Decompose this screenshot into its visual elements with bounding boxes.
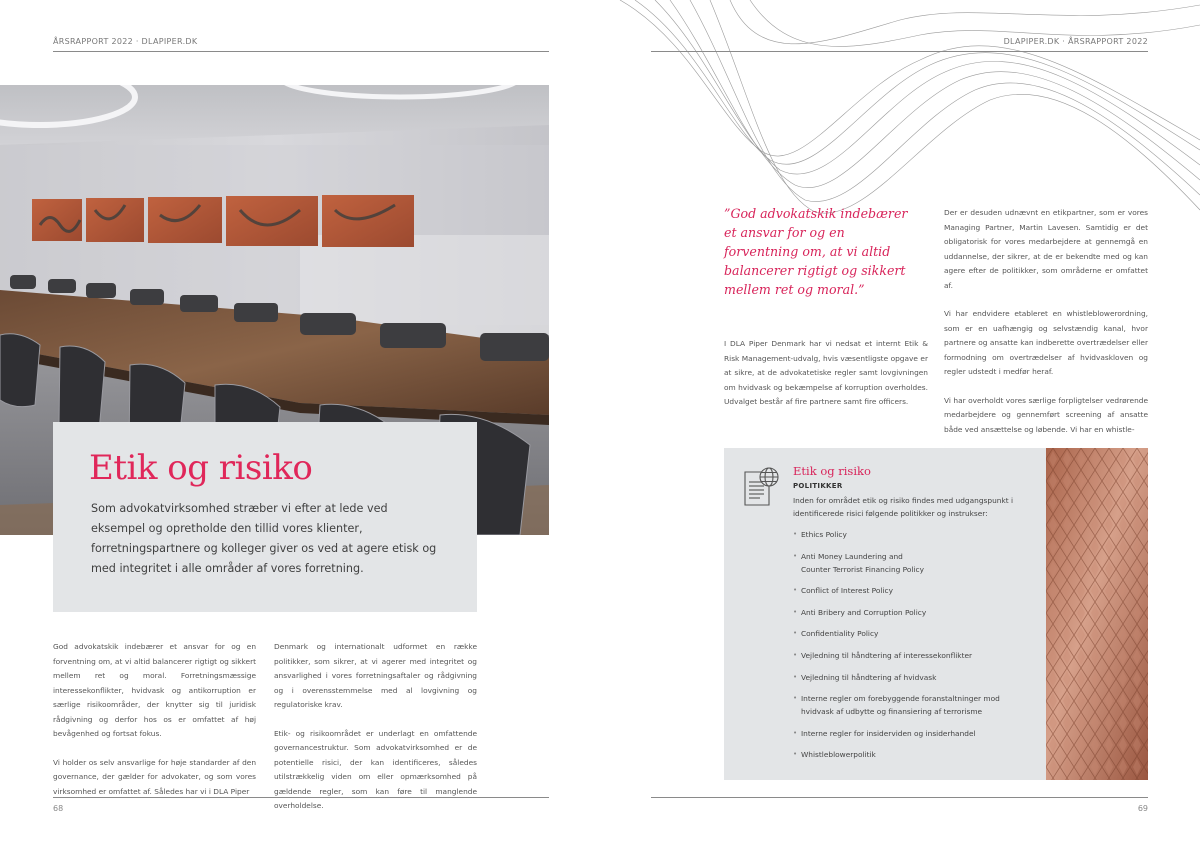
- policy-box-subtitle: POLITIKKER: [793, 482, 843, 490]
- policy-box: [724, 448, 1046, 780]
- page-number-left: 68: [53, 804, 64, 813]
- running-header-right: DLAPIPER.DK · ÅRSRAPPORT 2022: [1003, 37, 1148, 46]
- footer-rule-right: [651, 797, 1148, 798]
- body-paragraph: I DLA Piper Denmark har vi nedsat et internt Etik & Risk Management-udvalg, hvis væsentligste opgave er at sikre, at de advokatetiske regler samt lovgivningen om hvidvask og bekæmpelse af korruption overholdes. Udvalget består af fire partnere samt fire officers.: [724, 339, 928, 406]
- body-paragraph: Der er desuden udnævnt en etikpartner, som er vores Managing Partner, Martin Lavesen. Samtidig er det obligatorisk for vores medarbejdere at gennemgå en uddannelse, der sikrer, at de er bekendte med og kan agere efter de politikker, som områderne er omfattet af.: [944, 208, 1148, 290]
- decorative-wave-lines: [600, 0, 1200, 230]
- document-globe-icon: [742, 466, 782, 508]
- policy-box-title: Etik og risiko: [793, 464, 871, 478]
- policy-list: [793, 528, 1038, 770]
- page-title: Etik og risiko: [89, 448, 313, 488]
- policy-box-intro: Inden for området etik og risiko findes med udgangspunkt i identificerede risici følgende politikker og instrukser:: [793, 496, 1014, 518]
- policy-list-item: • Confidentiality Policy: [793, 627, 1038, 640]
- policy-list-item: • Ethics Policy: [793, 528, 1038, 541]
- policy-list-item: • Vejledning til håndtering af hvidvask: [793, 671, 1038, 684]
- policy-list-item: • Anti Money Laundering and Counter Terrorist Financing Policy: [793, 550, 1038, 576]
- policy-list-item: • Whistleblowerpolitik: [793, 748, 1038, 761]
- hero-panel: [53, 422, 477, 612]
- body-paragraph: Etik- og risikoområdet er underlagt en omfattende governancestruktur. Som advokatvirksomhed er de potentielle risici, der kan identificeres, således utilstrækkelig viden om eller opmærksomhed på gældende regler, som kan føre til manglende overholdelse.: [274, 728, 477, 810]
- body-paragraph: Denmark og internationalt udformet en række politikker, som sikrer, at vi agerer med integritet og ansvarlighed i vores forretningsaftaler og rådgivning og i overensstemmelse med al lovgivning og regulatoriske krav.: [274, 642, 477, 709]
- right-body-column-2: [944, 206, 1148, 451]
- body-paragraph: God advokatskik indebærer et ansvar for og en forventning om, at vi altid balancerer rigtigt og sikkert mellem ret og moral. Forretningsmæssige interessekonflikter, hvidvask og antikorruption er særlige risikoområder, der knytter sig til juridisk rådgivning og derfor hos os er omfattet af høj bevågenhed og fortsat fokus.: [53, 642, 256, 738]
- policy-list-item: • Anti Bribery and Corruption Policy: [793, 606, 1038, 619]
- copper-pattern-panel: [1046, 448, 1148, 780]
- hero-lead-text: Som advokatvirksomhed stræber vi efter at lede ved eksempel og opretholde den tillid vores klienter, forretningspartnere og kolleger giver os ved at agere etisk og med integritet i alle områder af vores forretning.: [91, 502, 437, 575]
- footer-rule-left: [53, 797, 549, 798]
- body-column-2: [274, 640, 477, 828]
- header-rule-right: [651, 51, 1148, 52]
- running-header-left: ÅRSRAPPORT 2022 · DLAPIPER.DK: [53, 37, 198, 46]
- policy-list-item: • Interne regler om forebyggende foranstaltninger mod hvidvask af udbytte og finansiering af terrorisme: [793, 692, 1038, 718]
- pull-quote: ”God advokatskik indebærer et ansvar for og en forventning om, at vi altid balancerer rigtigt og sikkert mellem ret og moral.”: [724, 206, 908, 297]
- body-paragraph: Vi har endvidere etableret en whistleblowerordning, som er en uafhængig og selvstændig kanal, hvor partnere og ansatte kan indberette overtrædelser eller formodning om overtrædelser af hvidvaskloven og regler udstedt i medfør heraf.: [944, 309, 1148, 376]
- body-paragraph: Vi holder os selv ansvarlige for høje standarder af den governance, der gælder for advokater, og som vores virksomhed er omfattet af. Således har vi i DLA Piper: [53, 757, 256, 796]
- policy-list-item: • Vejledning til håndtering af interessekonflikter: [793, 649, 1038, 662]
- body-column-1: [53, 640, 256, 813]
- header-rule-left: [53, 51, 549, 52]
- right-body-column-1: [724, 337, 928, 424]
- policy-list-item: • Interne regler for insiderviden og insiderhandel: [793, 727, 1038, 740]
- diamond-pattern: [1046, 448, 1148, 780]
- body-paragraph: Vi har overholdt vores særlige forpligtelser vedrørende medarbejdere og gennemført screening af ansatte både ved ansættelse og løbende. Vi har en whistle-: [944, 395, 1148, 434]
- policy-list-item: • Conflict of Interest Policy: [793, 584, 1038, 597]
- page-number-right: 69: [1137, 804, 1148, 813]
